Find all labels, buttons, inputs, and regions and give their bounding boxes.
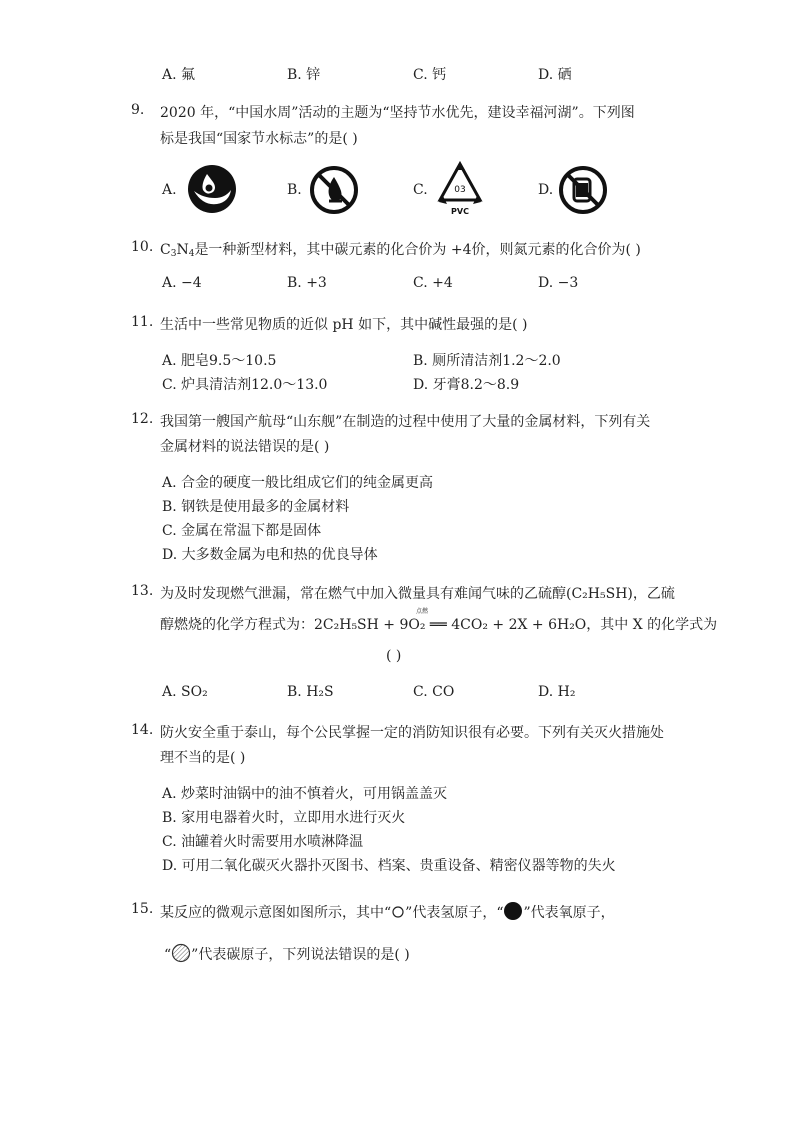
q11-stem: 生活中一些常见物质的近似 pH 如下，其中碱性最强的是( ): [160, 317, 528, 333]
q12-option-c: C. 金属在常温下都是固体: [162, 523, 322, 539]
q14-stem-line2: 理不当的是( ): [160, 750, 246, 766]
q12-stem-line1: 我国第一艘国产航母“山东舰”在制造的过程中使用了大量的金属材料，下列有关: [160, 414, 651, 430]
q8-option-d: D. 硒: [538, 67, 572, 83]
q11-option-d: D. 牙膏8.2～8.9: [413, 377, 520, 393]
q8-option-c: C. 钙: [413, 67, 447, 83]
water-saving-icon: [187, 164, 237, 214]
q13-equation: 点燃 2C₂H₅SH + 9O₂ ══ 4CO₂ + 2X + 6H₂O: [314, 608, 587, 633]
q10-option-b: B. +3: [287, 275, 327, 291]
q10-option-a: A. −4: [162, 275, 202, 291]
q10-number: 10.: [131, 239, 154, 255]
hydrogen-atom-icon: [391, 905, 405, 919]
q12-option-a: A. 合金的硬度一般比组成它们的纯金属更高: [162, 475, 434, 491]
recycle-pvc-icon: [435, 160, 485, 218]
q10-stem: $C_3N_4$是一种新型材料，其中碳元素的化合价为 +4价，则氮元素的化合价为( ): [160, 242, 641, 259]
q13-answer-blank: ( ): [386, 648, 402, 664]
q13-stem-line2: 醇燃烧的化学方程式为： 点燃 2C₂H₅SH + 9O₂ ══ 4CO₂ + 2X + 6H₂O，其中 X 的化学式为: [160, 608, 718, 633]
q15-stem-line1: 某反应的微观示意图如图所示，其中“ ”代表氢原子，“ ”代表氧原子，: [160, 901, 615, 922]
q14-stem-line1: 防火安全重于泰山，每个公民掌握一定的消防知识很有必要。下列有关灭火措施处: [160, 725, 664, 741]
q15-number: 15.: [131, 901, 154, 917]
q9-number: 9.: [131, 102, 145, 118]
q13-reaction-condition: 点燃: [416, 608, 429, 615]
recycle-material: PVC: [451, 207, 469, 216]
q8-option-b: B. 锌: [287, 67, 321, 83]
q9-option-b: B.: [287, 182, 302, 198]
q14-number: 14.: [131, 722, 154, 738]
q14-option-c: C. 油罐着火时需要用水喷淋降温: [162, 834, 364, 850]
q14-option-d: D. 可用二氧化碳灭火器扑灭图书、档案、贵重设备、精密仪器等物的失火: [162, 858, 616, 874]
q14-option-a: A. 炒菜时油锅中的油不慎着火，可用锅盖盖灭: [162, 786, 448, 802]
q13-option-d: D. H₂: [538, 684, 576, 700]
no-smoking-icon: [558, 165, 608, 215]
no-fire-icon: [309, 165, 359, 215]
q9-option-d: D.: [538, 182, 554, 198]
q11-number: 11.: [131, 314, 154, 330]
q11-option-b: B. 厕所清洁剂1.2～2.0: [413, 353, 561, 369]
q13-option-b: B. H₂S: [287, 684, 334, 700]
q12-stem-line2: 金属材料的说法错误的是( ): [160, 439, 330, 455]
q9-option-a: A.: [162, 182, 177, 198]
q11-option-c: C. 炉具清洁剂12.0～13.0: [162, 377, 328, 393]
q9-stem-line1: 2020 年，“中国水周”活动的主题为“坚持节水优先，建设幸福河湖”。下列图: [160, 105, 635, 121]
q12-number: 12.: [131, 411, 154, 427]
q9-stem-line2: 标是我国“国家节水标志”的是( ): [160, 131, 358, 147]
recycle-code: 03: [454, 185, 466, 195]
carbon-atom-icon: [171, 943, 191, 963]
q12-option-b: B. 钢铁是使用最多的金属材料: [162, 499, 350, 515]
q13-number: 13.: [131, 583, 154, 599]
q13-option-c: C. CO: [413, 684, 455, 700]
oxygen-atom-icon: [503, 901, 523, 921]
q14-option-b: B. 家用电器着火时，立即用水进行灭火: [162, 810, 406, 826]
q8-option-a: A. 氟: [162, 67, 196, 83]
q11-option-a: A. 肥皂9.5～10.5: [162, 353, 277, 369]
q10-option-c: C. +4: [413, 275, 453, 291]
q12-option-d: D. 大多数金属为电和热的优良导体: [162, 547, 378, 563]
q13-option-a: A. SO₂: [162, 684, 208, 700]
q15-stem-line2: “ ”代表碳原子，下列说法错误的是( ): [164, 943, 410, 964]
q10-option-d: D. −3: [538, 275, 579, 291]
q13-stem-line1: 为及时发现燃气泄漏，常在燃气中加入微量具有难闻气味的乙硫醇(C₂H₅SH)，乙硫: [160, 586, 675, 602]
q9-option-c: C.: [413, 182, 428, 198]
